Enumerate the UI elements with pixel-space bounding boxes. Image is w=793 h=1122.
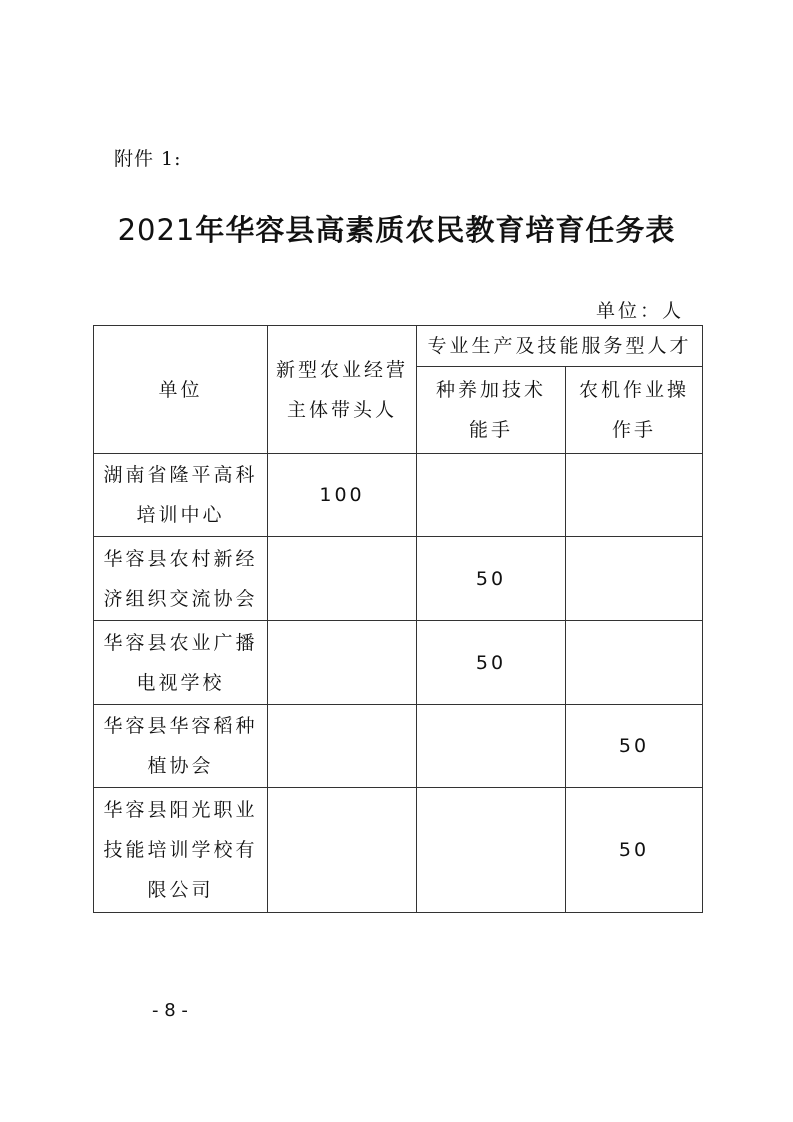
row-machine-value <box>566 621 703 705</box>
row-leader-value: 100 <box>268 454 417 537</box>
attachment-label: 附件 1: <box>114 148 182 170</box>
header-leader-cell <box>268 326 417 454</box>
header-leader-line2: 主体带头人 <box>286 398 397 421</box>
page-number: - 8 - <box>152 1000 188 1021</box>
header-unit: 单位 <box>158 378 203 401</box>
row-unit-cell <box>94 454 268 537</box>
row-planting-value: 50 <box>417 537 566 621</box>
table-row <box>94 454 703 537</box>
row-unit-line: 华容县阳光职业 <box>103 799 258 821</box>
row-unit-line: 培训中心 <box>136 504 225 526</box>
title-text: 年华容县高素质农民教育培育任务表 <box>195 213 676 247</box>
row-unit-line: 技能培训学校有 <box>103 839 258 861</box>
row-unit-line: 限公司 <box>147 879 214 901</box>
row-unit-cell <box>94 621 268 705</box>
row-planting-value: 50 <box>417 621 566 705</box>
row-leader-value <box>268 705 417 788</box>
row-unit-line: 华容县农村新经 <box>103 547 258 570</box>
table-row <box>94 705 703 788</box>
header-machine-cell <box>566 367 703 454</box>
row-unit-line: 华容县华容稻种 <box>103 715 258 737</box>
table-row <box>94 621 703 705</box>
header-row <box>94 326 703 367</box>
row-unit-line: 华容县农业广播 <box>103 631 258 654</box>
header-planting-line1: 种养加技术 <box>435 379 546 401</box>
row-planting-value <box>417 454 566 537</box>
unit-label: 单位：人 <box>596 300 685 322</box>
table-row <box>94 537 703 621</box>
row-machine-value: 50 <box>566 705 703 788</box>
task-table <box>93 325 703 913</box>
row-leader-value <box>268 537 417 621</box>
row-unit-line: 湖南省隆平高科 <box>103 464 258 486</box>
row-planting-value <box>417 705 566 788</box>
header-planting-line2: 能手 <box>468 419 513 441</box>
header-planting-cell <box>417 367 566 454</box>
row-machine-value <box>566 537 703 621</box>
row-machine-value <box>566 454 703 537</box>
header-machine-line1: 农机作业操 <box>579 379 690 401</box>
header-unit-cell <box>94 326 268 454</box>
row-unit-cell <box>94 788 268 913</box>
header-machine-line2: 作手 <box>612 419 657 441</box>
row-leader-value <box>268 621 417 705</box>
row-planting-value <box>417 788 566 913</box>
header-leader-line1: 新型农业经营 <box>275 358 408 381</box>
row-machine-value: 50 <box>566 788 703 913</box>
header-group: 专业生产及技能服务型人才 <box>427 335 692 357</box>
row-unit-line: 济组织交流协会 <box>103 587 258 610</box>
row-unit-cell <box>94 537 268 621</box>
row-leader-value <box>268 788 417 913</box>
row-unit-line: 电视学校 <box>136 671 225 694</box>
title-year: 2021 <box>117 213 196 247</box>
document-title <box>0 208 793 249</box>
header-group-cell <box>417 326 703 367</box>
table-row <box>94 788 703 913</box>
row-unit-cell <box>94 705 268 788</box>
row-unit-line: 植协会 <box>147 755 214 777</box>
